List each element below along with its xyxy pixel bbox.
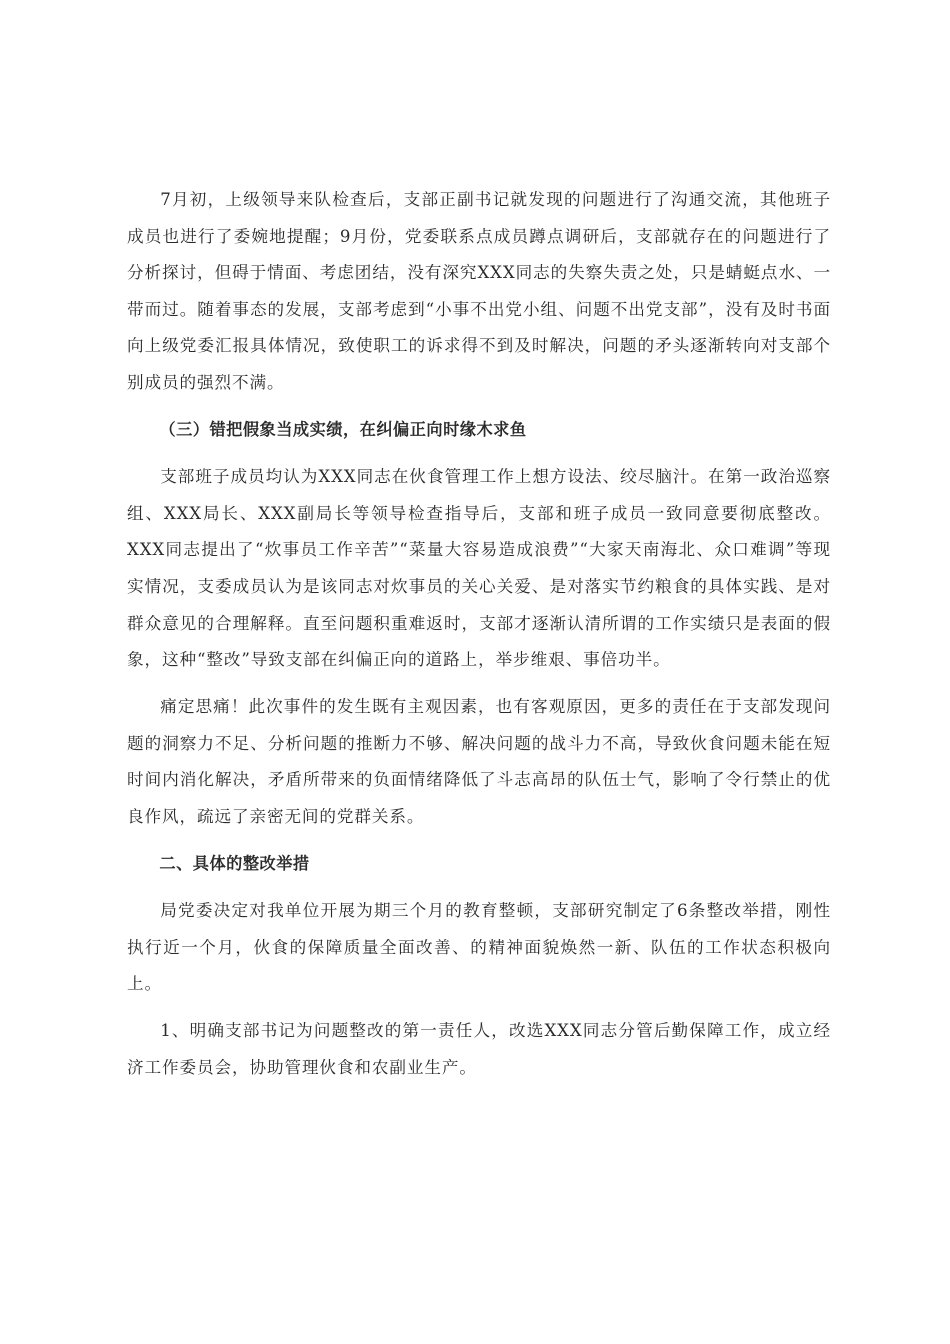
section-heading-false-achievements: （三）错把假象当成实绩，在纠偏正向时缘木求鱼 [159,420,527,440]
paragraph-escalation: 7月初，上级领导来队检查后，支部正副书记就发现的问题进行了沟通交流，其他班子成员也进行了委婉地提醒；9月份，党委联系点成员蹲点调研后，支部就存在的问题进行了分析探讨，但碍于情面、考虑团结，没有深究XXX同志的失察失责之处，只是蜻蜓点水、一带而过。随着事态的发展，支部考虑到“小事不出党小组、问题不出党支部”，没有及时书面向上级党委汇报具体情况，致使职工的诉求得不到及时解决，问题的矛头逐渐转向对支部个别成员的强烈不满。 [127,190,831,392]
document-body [127,182,831,1087]
paragraph-rectification-overview: 局党委决定对我单位开展为期三个月的教育整顿，支部研究制定了6条整改举措，刚性执行近一个月，伙食的保障质量全面改善、的精神面貌焕然一新、队伍的工作状态积极向上。 [127,901,831,994]
paragraph-false-achievements: 支部班子成员均认为XXX同志在伙食管理工作上想方设法、绞尽脑汁。在第一政治巡察组、XXX局长、XXX副局长等领导检查指导后，支部和班子成员一致同意要彻底整改。XXX同志提出了“炊事员工作辛苦”“菜量大容易造成浪费”“大家天南海北、众口难调”等现实情况，支委成员认为是该同志对炊事员的关心关爱、是对落实节约粮食的具体实践、是对群众意见的合理解释。直至问题积重难返时，支部才逐渐认清所谓的工作实绩只是表面的假象，这种“整改”导致支部在纠偏正向的道路上，举步维艰、事倍功半。 [127,467,831,670]
paragraph-reflection: 痛定思痛！此次事件的发生既有主观因素，也有客观原因，更多的责任在于支部发现问题的洞察力不足、分析问题的推断力不够、解决问题的战斗力不高，导致伙食问题未能在短时间内消化解决，矛盾所带来的负面情绪降低了斗志高昂的队伍士气，影响了令行禁止的优良作风，疏远了亲密无间的党群关系。 [127,697,831,826]
paragraph-measure-1: 1、明确支部书记为问题整改的第一责任人，改选XXX同志分管后勤保障工作，成立经济工作委员会，协助管理伙食和农副业生产。 [127,1021,831,1078]
section-heading-rectification-measures: 二、具体的整改举措 [159,854,310,874]
